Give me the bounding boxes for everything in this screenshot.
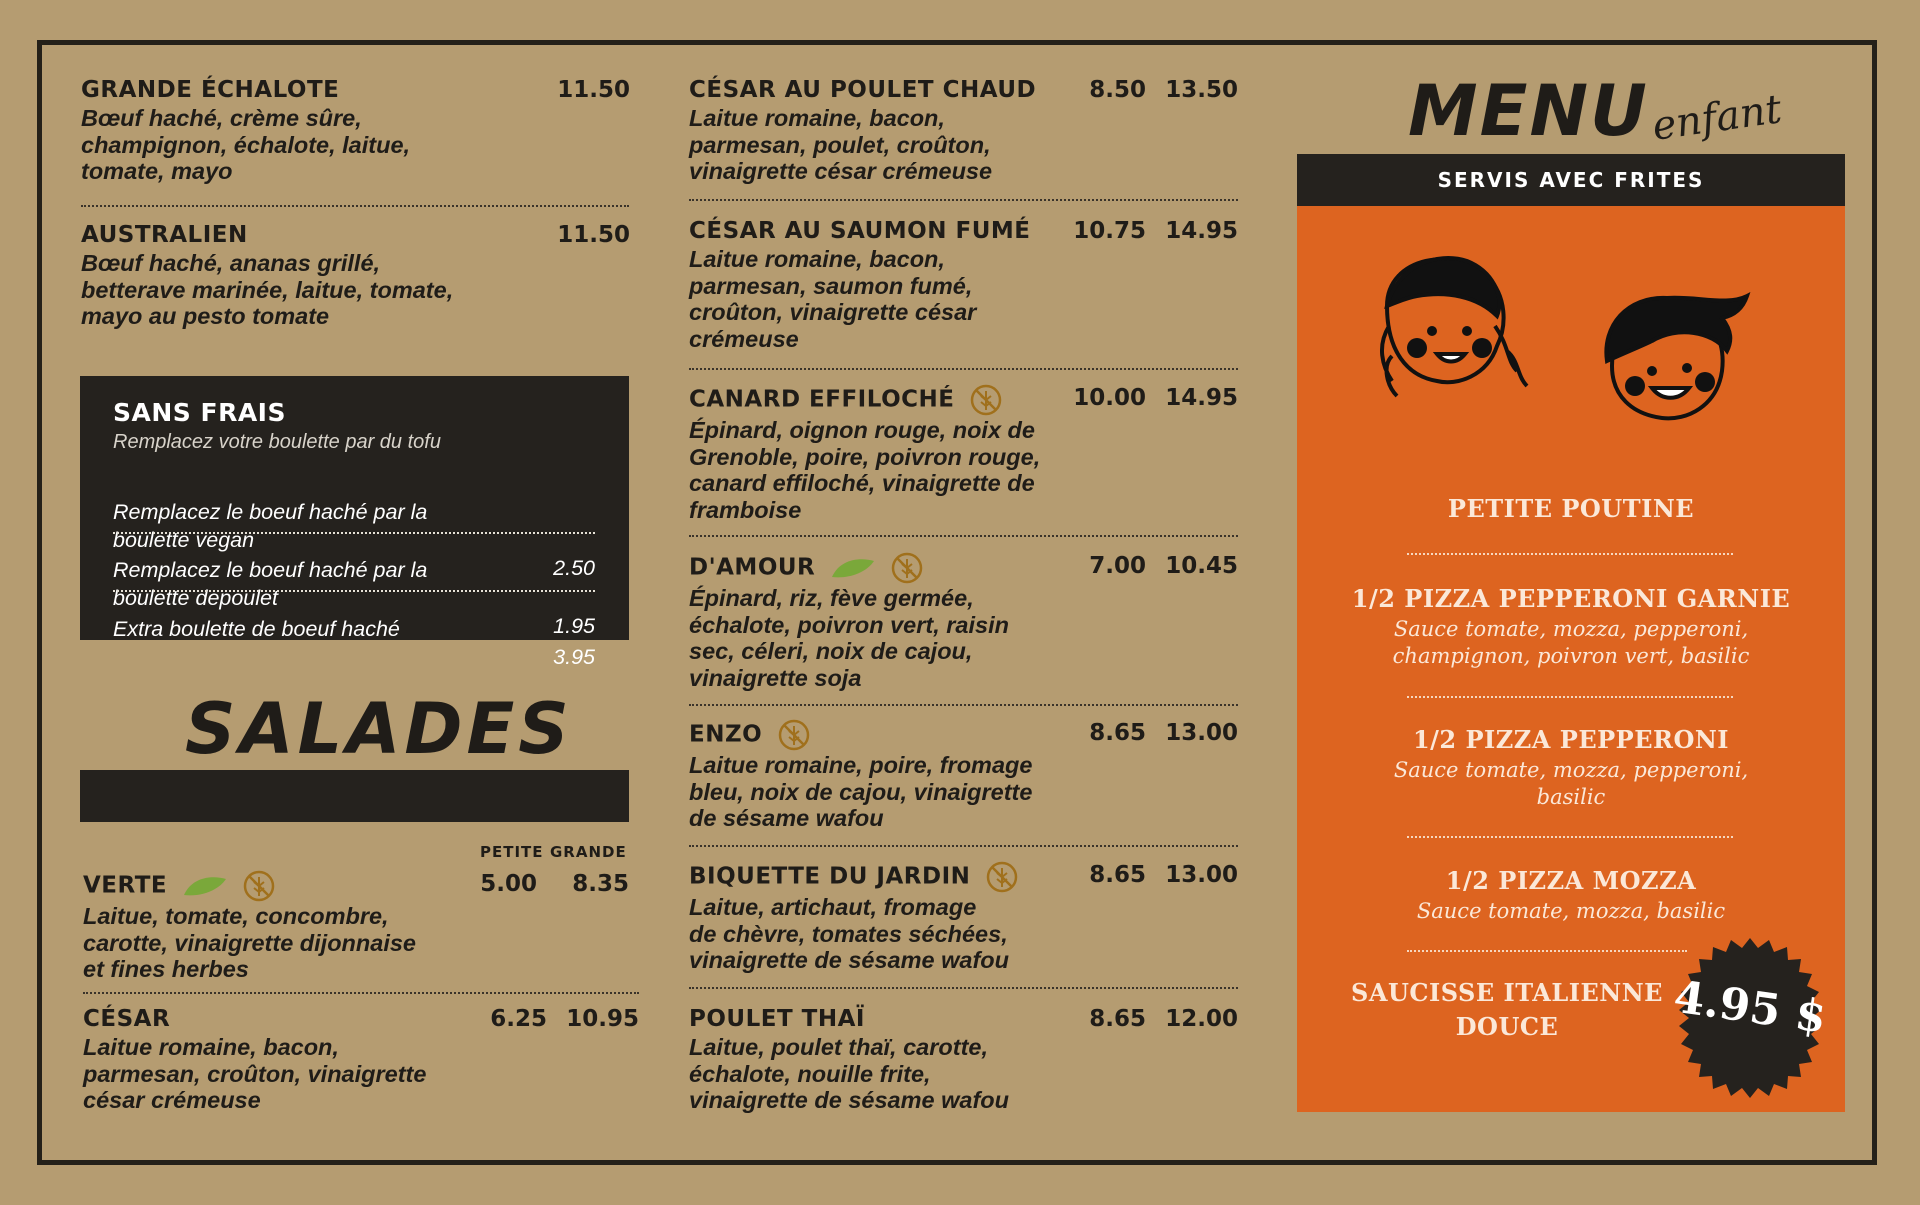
divider bbox=[689, 845, 1238, 847]
item-price: 11.50 bbox=[557, 77, 630, 103]
item-name: CÉSAR AU POULET CHAUD bbox=[689, 77, 1037, 103]
item-price-petite: 7.00 bbox=[1089, 553, 1146, 579]
item-price-grande: 14.95 bbox=[1165, 385, 1238, 411]
menu-item bbox=[689, 75, 1069, 185]
item-name: AUSTRALIEN bbox=[81, 222, 248, 248]
item-name bbox=[689, 860, 1069, 894]
no-gluten-icon bbox=[969, 383, 1003, 417]
col-header-petite: PETITE bbox=[480, 843, 544, 861]
divider bbox=[689, 704, 1238, 706]
divider bbox=[689, 368, 1238, 370]
sans-frais-box bbox=[80, 376, 629, 669]
item-name-text: ENZO bbox=[689, 721, 763, 748]
sans-frais-subtitle: Remplacez votre boulette par du tofu bbox=[113, 431, 441, 453]
kids-item-name: 1/2 PIZZA MOZZA bbox=[1445, 866, 1697, 895]
menu-item bbox=[83, 1004, 503, 1114]
kids-menu-subtitle: enfant bbox=[1649, 86, 1785, 150]
item-price-grande: 14.95 bbox=[1165, 218, 1238, 244]
item-price-grande: 13.00 bbox=[1165, 720, 1238, 746]
sans-frais-price: 2.50 bbox=[553, 556, 595, 580]
item-name-text: VERTE bbox=[83, 872, 168, 899]
kids-illustration-icon bbox=[1357, 236, 1777, 466]
item-name bbox=[689, 718, 1069, 752]
item-description: Laitue romaine, poire, fromage bleu, noix de cajou, vinaigrette de sésame wafou bbox=[689, 752, 1033, 831]
kids-item bbox=[1297, 723, 1845, 811]
sans-frais-price: 3.95 bbox=[553, 645, 595, 669]
item-price-petite: 5.00 bbox=[480, 871, 537, 897]
no-gluten-icon bbox=[777, 718, 811, 752]
item-description: Épinard, riz, fève germée, échalote, poivron vert, raisin sec, céleri, noix de cajou, vinaigrette soja bbox=[689, 585, 1009, 691]
item-price-petite: 6.25 bbox=[490, 1006, 547, 1032]
kids-item-name: SAUCISSE ITALIENNE DOUCE bbox=[1351, 978, 1663, 1041]
menu-item bbox=[689, 383, 1069, 523]
item-name-text: BIQUETTE DU JARDIN bbox=[689, 863, 971, 890]
no-gluten-icon bbox=[890, 551, 924, 585]
divider bbox=[1407, 553, 1733, 555]
item-description: Épinard, oignon rouge, noix de Grenoble, poire, poivron rouge, canard effiloché, vinaigrette de framboise bbox=[689, 417, 1041, 523]
no-gluten-icon bbox=[242, 869, 276, 903]
item-price-petite: 10.00 bbox=[1073, 385, 1146, 411]
item-description: Laitue, tomate, concombre, carotte, vinaigrette dijonnaise et fines herbes bbox=[83, 903, 417, 982]
menu-item bbox=[689, 1004, 1069, 1114]
item-price-grande: 12.00 bbox=[1165, 1006, 1238, 1032]
kids-item-name: 1/2 PIZZA PEPPERONI bbox=[1412, 725, 1730, 754]
kids-item-description: Sauce tomate, mozza, pepperoni, champignon, poivron vert, basilic bbox=[1392, 617, 1750, 668]
kids-item bbox=[1297, 582, 1845, 670]
sans-frais-price: 1.95 bbox=[553, 614, 595, 638]
leaf-icon bbox=[182, 873, 228, 899]
divider bbox=[81, 205, 629, 207]
item-name: CÉSAR bbox=[83, 1006, 171, 1032]
kids-item bbox=[1297, 492, 1845, 526]
item-name bbox=[83, 869, 503, 903]
kids-item-name: PETITE POUTINE bbox=[1447, 494, 1695, 523]
item-name-text: D'AMOUR bbox=[689, 554, 816, 581]
item-price-grande: 10.95 bbox=[566, 1006, 639, 1032]
item-price-grande: 13.00 bbox=[1165, 862, 1238, 888]
item-description: Bœuf haché, ananas grillé, betterave marinée, laitue, tomate, mayo au pesto tomate bbox=[81, 250, 454, 329]
menu-item bbox=[689, 551, 1069, 691]
item-price-petite: 8.65 bbox=[1089, 862, 1146, 888]
salades-bar bbox=[80, 770, 629, 822]
item-description: Bœuf haché, crème sûre, champignon, échalote, laitue, tomate, mayo bbox=[81, 105, 411, 184]
item-name: POULET THAÏ bbox=[689, 1006, 865, 1032]
item-description: Laitue, artichaut, fromage de chèvre, tomates séchées, vinaigrette de sésame wafou bbox=[689, 894, 1009, 973]
kids-item-description: Sauce tomate, mozza, pepperoni, basilic bbox=[1393, 758, 1749, 809]
item-name bbox=[689, 383, 1069, 417]
menu-item bbox=[83, 869, 503, 983]
item-description: Laitue romaine, bacon, parmesan, poulet, croûton, vinaigrette césar crémeuse bbox=[689, 105, 993, 184]
kids-item-description: Sauce tomate, mozza, basilic bbox=[1416, 899, 1726, 923]
item-name: CÉSAR AU SAUMON FUMÉ bbox=[689, 218, 1031, 244]
item-price-grande: 10.45 bbox=[1165, 553, 1238, 579]
kids-item bbox=[1297, 976, 1717, 1044]
item-description: Laitue romaine, bacon, parmesan, saumon fumé, croûton, vinaigrette césar crémeuse bbox=[689, 246, 977, 352]
kids-menu-bar: SERVIS AVEC FRITES bbox=[1297, 154, 1845, 206]
kids-item-name: 1/2 PIZZA PEPPERONI GARNIE bbox=[1351, 584, 1791, 613]
sans-frais-text: Remplacez le boeuf haché par la boulette vegan bbox=[113, 500, 428, 552]
item-description: Laitue romaine, bacon, parmesan, croûton, vinaigrette césar crémeuse bbox=[83, 1034, 427, 1113]
sans-frais-text: Remplacez le boeuf haché par la boulette depoulet bbox=[113, 558, 428, 610]
item-name-text: CANARD EFFILOCHÉ bbox=[689, 386, 955, 413]
menu-item bbox=[689, 718, 1069, 832]
sans-frais-row bbox=[113, 587, 595, 671]
item-price-petite: 8.65 bbox=[1089, 720, 1146, 746]
item-price-petite: 8.65 bbox=[1089, 1006, 1146, 1032]
item-price-grande: 13.50 bbox=[1165, 77, 1238, 103]
kids-item bbox=[1297, 864, 1845, 925]
menu-item bbox=[689, 860, 1069, 974]
sans-frais-title: SANS FRAIS bbox=[113, 398, 286, 427]
item-description: Laitue, poulet thaï, carotte, échalote, nouille frite, vinaigrette de sésame wafou bbox=[689, 1034, 1009, 1113]
kids-price: 4.95 $ bbox=[1670, 971, 1830, 1044]
salades-title: SALADES bbox=[185, 688, 573, 770]
item-name: GRANDE ÉCHALOTE bbox=[81, 77, 340, 103]
item-price-petite: 8.50 bbox=[1089, 77, 1146, 103]
menu-item bbox=[689, 216, 1069, 352]
divider bbox=[1407, 836, 1733, 838]
kids-menu-title: MENU bbox=[1408, 70, 1649, 152]
sans-frais-text: Extra boulette de boeuf haché bbox=[113, 617, 400, 641]
item-name bbox=[689, 551, 1069, 585]
divider bbox=[689, 199, 1238, 201]
col-header-grande: GRANDE bbox=[550, 843, 627, 861]
divider bbox=[689, 987, 1238, 989]
divider bbox=[1407, 696, 1733, 698]
divider bbox=[689, 535, 1238, 537]
divider bbox=[83, 992, 639, 994]
item-price-petite: 10.75 bbox=[1073, 218, 1146, 244]
leaf-icon bbox=[830, 555, 876, 581]
item-price: 11.50 bbox=[557, 222, 630, 248]
no-gluten-icon bbox=[985, 860, 1019, 894]
divider bbox=[1407, 950, 1687, 952]
item-price-grande: 8.35 bbox=[572, 871, 629, 897]
